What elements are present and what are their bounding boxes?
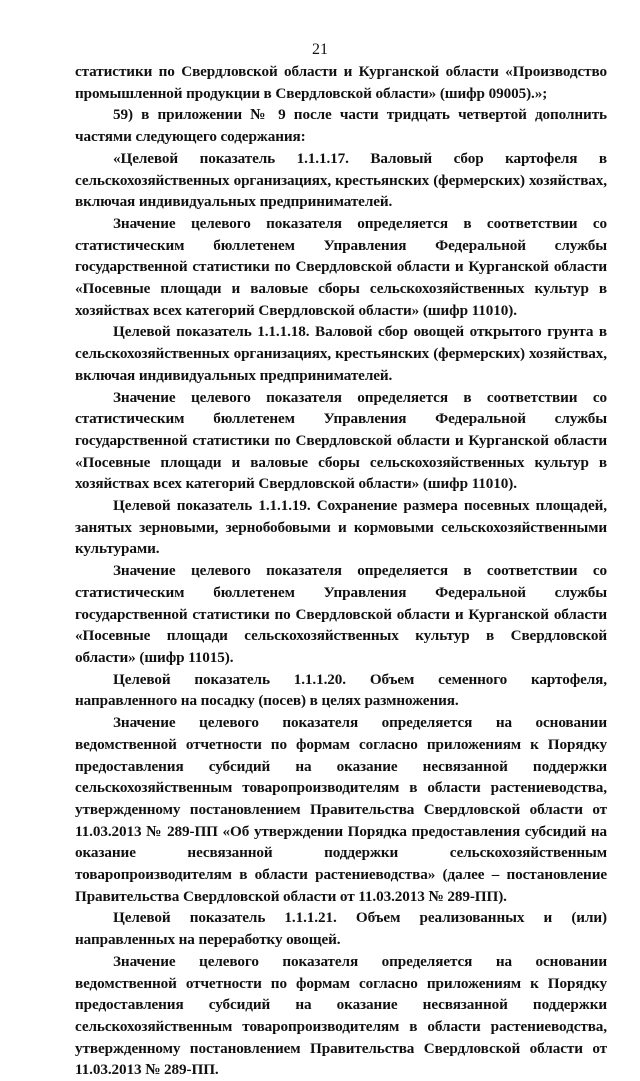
document-body [75,61,607,1081]
paragraph-continuation: статистики по Свердловской области и Курганской области «Производство промышленной продукции в Свердловской области» (шифр 09005).»; [75,63,607,102]
paragraph-indicator-1-1-1-19: Целевой показатель 1.1.1.19. Сохранение размера посевных площадей, занятых зерновыми, зернобобовыми и кормовыми сельскохозяйственными культурами. [75,497,607,558]
paragraph-indicator-value: Значение целевого показателя определяется в соответствии со статистическим бюллетенем Управления Федеральной службы государственной статистики по Свердловской области и Курганской области «Посевные площади и валовые сборы сельскохозяйственных культур в хозяйствах всех категорий Свердловской области» (шифр 11010). [75,388,607,493]
paragraph-indicator-1-1-1-21: Целевой показатель 1.1.1.21. Объем реализованных и (или) направленных на переработку овощей. [75,909,607,949]
paragraph-indicator-1-1-1-18: Целевой показатель 1.1.1.18. Валовой сбор овощей открытого грунта в сельскохозяйственных организациях, крестьянских (фермерских) хозяйствах, включая индивидуальных предпринимателей. [75,323,607,384]
paragraph-indicator-value: Значение целевого показателя определяется на основании ведомственной отчетности по формам согласно приложениям к Порядку предоставления субсидий на оказание несвязанной поддержки сельскохозяйственным товаропроизводителям в области растениеводства, утвержденному постановлением Правительства Свердловской области от 11.03.2013 № 289-ПП. [75,952,607,1079]
paragraph-indicator-value: Значение целевого показателя определяется в соответствии со статистическим бюллетенем Управления Федеральной службы государственной статистики по Свердловской области и Курганской области «Посевные площади и валовые сборы сельскохозяйственных культур в хозяйствах всех категорий Свердловской области» (шифр 11010). [75,214,607,319]
paragraph-indicator-value: Значение целевого показателя определяется на основании ведомственной отчетности по формам согласно приложениям к Порядку предоставления субсидий на оказание несвязанной поддержки сельскохозяйственным товаропроизводителям в области растениеводства, утвержденному постановлением Правительства Свердловской области от 11.03.2013 № 289-ПП «Об утверждении Порядка предоставления субсидий на оказание несвязанной поддержки сельскохозяйственным товаропроизводителям в области растениеводства» (далее – постановление Правительства Свердловской области от 11.03.2013 № 289-ПП). [75,714,607,905]
paragraph-indicator-1-1-1-20: Целевой показатель 1.1.1.20. Объем семенного картофеля, направленного на посадку (посев) в целях размножения. [75,670,607,710]
page-number: 21 [312,41,328,58]
paragraph-indicator-value: Значение целевого показателя определяется в соответствии со статистическим бюллетенем Управления Федеральной службы государственной статистики по Свердловской области и Курганской области «Посевные площади сельскохозяйственных культур в Свердловской области» (шифр 11015). [75,562,607,666]
paragraph-item-59: 59) в приложении № 9 после части тридцать четвертой дополнить частями следующего содержания: [75,106,607,146]
paragraph-indicator-1-1-1-17: «Целевой показатель 1.1.1.17. Валовый сбор картофеля в сельскохозяйственных организациях, крестьянских (фермерских) хозяйствах, включая индивидуальных предпринимателей. [75,149,607,211]
